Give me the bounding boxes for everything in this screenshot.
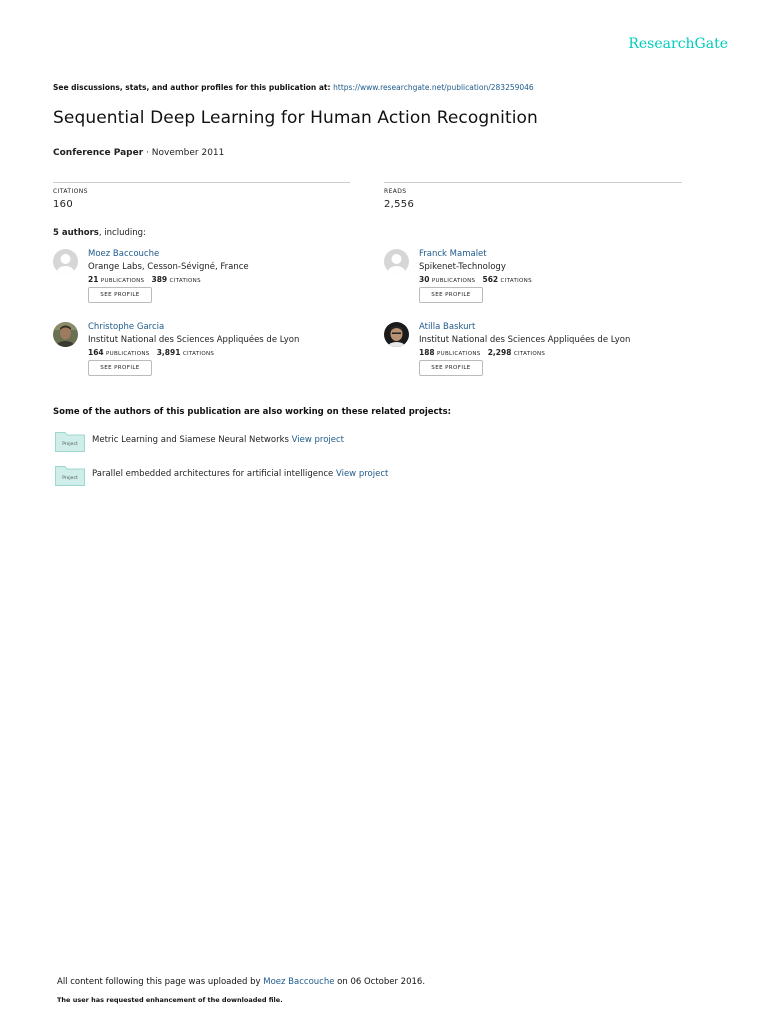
author-card xyxy=(384,322,684,387)
publications-count: 164 xyxy=(88,348,104,357)
reads-divider xyxy=(384,182,682,183)
author-name-link[interactable]: Moez Baccouche xyxy=(88,249,160,259)
reads-value: 2,556 xyxy=(384,199,415,210)
paper-date: November 2011 xyxy=(151,148,225,158)
publications-label: PUBLICATIONS xyxy=(106,351,150,357)
paper-title: Sequential Deep Learning for Human Action Recognition xyxy=(53,108,538,128)
upload-note xyxy=(57,977,425,987)
upload-prefix: All content following this page was uploaded by xyxy=(57,977,261,987)
author-institution: Spikenet-Technology xyxy=(419,262,506,272)
citations-divider xyxy=(53,182,350,183)
publications-count: 21 xyxy=(88,275,99,284)
project-name: Metric Learning and Siamese Neural Networks xyxy=(92,435,289,445)
author-card xyxy=(384,249,684,314)
author-stats xyxy=(88,275,201,284)
author-photo-icon[interactable] xyxy=(384,322,409,347)
citations-label: CITATIONS xyxy=(500,278,532,284)
see-profile-button[interactable]: SEE PROFILE xyxy=(419,360,483,376)
upload-suffix: on 06 October 2016. xyxy=(337,977,426,987)
author-stats xyxy=(419,275,532,284)
authors-count: 5 authors xyxy=(53,228,99,238)
project-name: Parallel embedded architectures for artificial intelligence xyxy=(92,469,334,479)
project-folder-icon xyxy=(55,464,85,486)
publications-count: 30 xyxy=(419,275,430,284)
see-discussions-line xyxy=(53,83,534,92)
citations-count: 2,298 xyxy=(487,348,512,357)
avatar-placeholder-icon[interactable] xyxy=(53,249,78,274)
author-stats xyxy=(88,348,214,357)
citations-label: CITATIONS xyxy=(513,351,546,357)
researchgate-logo[interactable]: ResearchGate xyxy=(628,36,728,52)
publications-label: PUBLICATIONS xyxy=(100,278,145,284)
meta-separator: · xyxy=(146,148,149,158)
project-folder-icon xyxy=(55,430,85,452)
author-name-link[interactable]: Franck Mamalet xyxy=(419,249,487,259)
citations-count: 562 xyxy=(482,275,499,284)
author-name-link[interactable]: Atilla Baskurt xyxy=(419,322,476,332)
author-institution: Institut National des Sciences Appliquées de Lyon xyxy=(419,335,631,345)
reads-label: READS xyxy=(384,188,407,195)
project-folder-label: Project xyxy=(62,442,78,447)
avatar-placeholder-icon[interactable] xyxy=(384,249,409,274)
publication-url-link[interactable]: https://www.researchgate.net/publication/283259046 xyxy=(333,83,534,92)
see-profile-button[interactable]: SEE PROFILE xyxy=(419,287,483,303)
see-discussions-text: See discussions, stats, and author profiles for this publication at: xyxy=(53,83,331,92)
citations-label: CITATIONS xyxy=(182,351,215,357)
paper-meta xyxy=(53,148,224,158)
uploader-link[interactable]: Moez Baccouche xyxy=(263,977,335,987)
author-name-link[interactable]: Christophe Garcia xyxy=(88,322,165,332)
related-project-item xyxy=(55,464,705,488)
citations-value: 160 xyxy=(53,199,73,210)
project-text xyxy=(92,469,388,479)
authors-heading xyxy=(53,228,146,238)
related-projects-heading: Some of the authors of this publication are also working on these related projects: xyxy=(53,407,452,417)
view-project-link[interactable]: View project xyxy=(291,435,344,445)
author-stats xyxy=(419,348,545,357)
publications-label: PUBLICATIONS xyxy=(431,278,476,284)
author-institution: Orange Labs, Cesson-Sévigné, France xyxy=(88,262,249,272)
publications-label: PUBLICATIONS xyxy=(437,351,481,357)
authors-suffix: , including: xyxy=(98,228,146,238)
enhancement-note: The user has requested enhancement of the downloaded file. xyxy=(57,996,283,1004)
view-project-link[interactable]: View project xyxy=(335,469,389,479)
publications-count: 188 xyxy=(419,348,435,357)
author-card xyxy=(53,322,353,387)
project-text xyxy=(92,435,344,445)
related-project-item xyxy=(55,430,705,454)
see-profile-button[interactable]: SEE PROFILE xyxy=(88,360,152,376)
project-folder-label: Project xyxy=(62,476,78,481)
author-photo-icon[interactable] xyxy=(53,322,78,347)
citations-label: CITATIONS xyxy=(169,278,201,284)
see-profile-button[interactable]: SEE PROFILE xyxy=(88,287,152,303)
citations-count: 389 xyxy=(151,275,168,284)
paper-type: Conference Paper xyxy=(53,148,144,158)
author-institution: Institut National des Sciences Appliquées de Lyon xyxy=(88,335,300,345)
citations-label: CITATIONS xyxy=(53,188,88,195)
author-card xyxy=(53,249,353,314)
citations-count: 3,891 xyxy=(156,348,181,357)
